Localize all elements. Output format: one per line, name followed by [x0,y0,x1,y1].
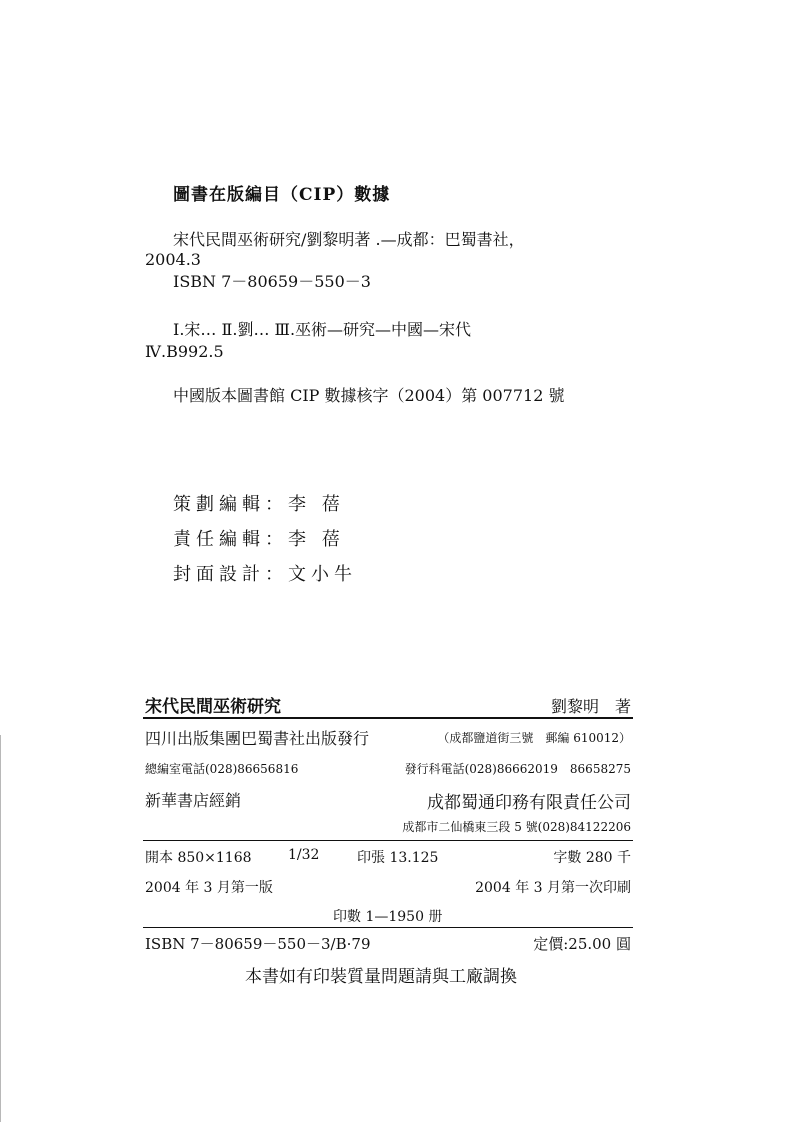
cip-line-subjects: Ⅰ.宋… Ⅱ.劉… Ⅲ.巫術—研究—中國—宋代 [173,320,472,339]
print-run: 印數 1—1950 册 [333,909,443,925]
rule-top [143,717,633,719]
price: 定價:25.00 圓 [533,935,631,953]
credit-responsible-editor [173,525,345,551]
footer-note: 本書如有印裝質量問題請與工廠調換 [245,967,517,987]
rule-bottom [143,927,633,928]
colophon-print-run-row [143,906,633,926]
isbn: ISBN 7－80659－550－3/B·79 [145,935,371,953]
edition: 2004 年 3 月第一版 [145,880,273,896]
colophon-format-row [143,847,633,867]
printer: 成都蜀通印務有限責任公司 [427,793,631,813]
book-title: 宋代民間巫術研究 [145,697,281,717]
publisher-address: （成都鹽道街三號 郵編 610012） [437,731,631,745]
colophon-distribution-row [143,788,633,813]
cip-line-year: 2004.3 [145,250,201,269]
colophon-printer-address-row [143,818,633,836]
author: 劉黎明 著 [550,697,631,716]
colophon-phone-row [143,760,633,780]
page-edge-line [0,735,1,1122]
colophon-publisher-row [143,726,633,748]
printing: 2004 年 3 月第一次印刷 [475,880,631,896]
word-count: 字數 280 千 [553,850,631,866]
credit-name: 文小牛 [288,564,357,585]
rule-middle [143,840,633,841]
colophon [143,690,633,953]
distributor: 新華書店經銷 [145,791,242,810]
credit-role: 策劃編輯： [173,494,288,515]
cip-line-record-number: 中國版本圖書館 CIP 數據核字（2004）第 007712 號 [173,386,565,405]
credit-role: 責任編輯： [173,529,288,550]
sales-phone: 發行科電話(028)86662019 86658275 [404,762,631,776]
format: 開本 850×1168 [145,850,252,866]
office-phone: 總編室電話(028)86656816 [145,762,299,776]
cip-line-isbn: ISBN 7－80659－550－3 [173,272,371,291]
folio: 1/32 [288,847,320,863]
credit-planning-editor [173,490,345,516]
cip-heading: 圖書在版編目（CIP）數據 [173,185,391,205]
colophon-title-row [143,690,633,718]
credit-name: 李 蓓 [288,529,345,550]
colophon-edition-row [143,877,633,897]
publisher: 四川出版集團巴蜀書社出版發行 [145,729,370,748]
sheets: 印張 13.125 [357,850,439,866]
cip-line-title: 宋代民間巫術研究/劉黎明著 .—成都：巴蜀書社， [173,230,525,249]
credit-name: 李 蓓 [288,494,345,515]
credit-role: 封面設計： [173,564,288,585]
colophon-isbn-row [143,933,633,955]
printer-address: 成都市二仙橋東三段 5 號(028)84122206 [402,820,631,834]
cip-line-classification: Ⅳ.B992.5 [145,342,224,361]
credit-cover-design [173,560,357,586]
